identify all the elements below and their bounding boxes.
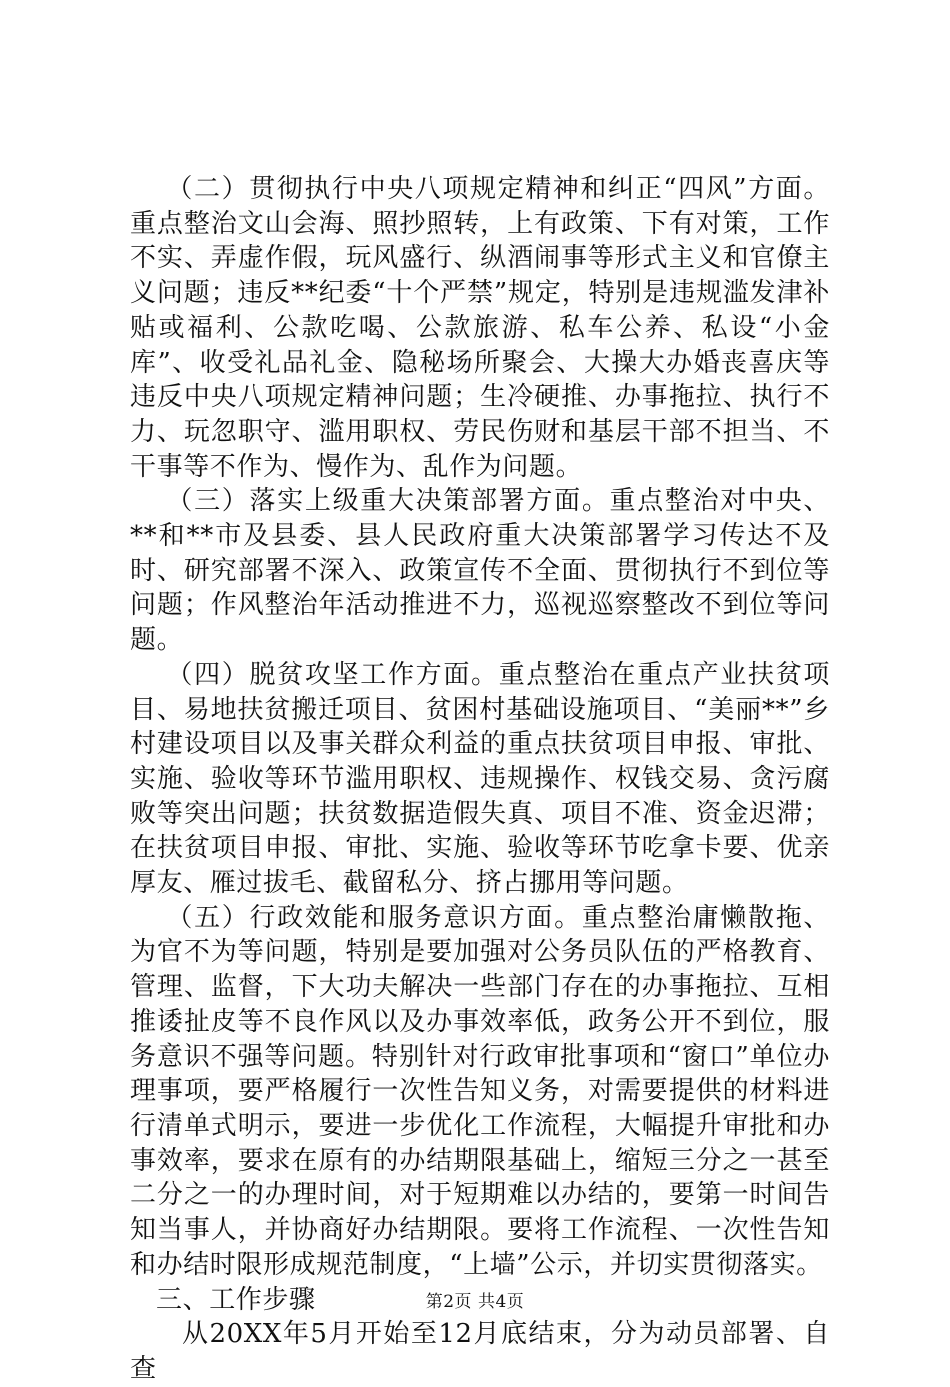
paragraph-section-4: （四）脱贫攻坚工作方面。重点整治在重点产业扶贫项目、易地扶贫搬迁项目、贫困村基础设施项目、“美丽**”乡村建设项目以及事关群众利益的重点扶贫项目申报、审批、实施、验收等环节滥用职权、违规操作、权钱交易、贪污腐败等突出问题；扶贫数据造假失真、项目不准、资金迟滞；在扶贫项目申报、审批、实施、验收等环节吃拿卡要、优亲厚友、雁过拔毛、截留私分、挤占挪用等问题。 xyxy=(130,659,830,899)
section-heading-work-steps: 三、工作步骤 xyxy=(156,1284,316,1315)
paragraph-work-steps: 从20XX年5月开始至12月底结束，分为动员部署、自查 xyxy=(130,1319,830,1384)
paragraph-section-3: （三）落实上级重大决策部署方面。重点整治对中央、**和**市及县委、县人民政府重大决策部署学习传达不及时、研究部署不深入、政策宣传不全面、贯彻执行不到位等问题；作风整治年活动推进不力，巡视巡察整改不到位等问题。 xyxy=(130,486,830,656)
paragraph-section-2: （二）贯彻执行中央八项规定精神和纠正“四风”方面。重点整治文山会海、照抄照转，上有政策、下有对策，工作不实、弄虚作假，玩风盛行、纵酒闹事等形式主义和官僚主义问题；违反**纪委“十个严禁”规定，特别是违规滥发津补贴或福利、公款吃喝、公款旅游、私车公养、私设“小金库”、收受礼品礼金、隐秘场所聚会、大操大办婚丧喜庆等违反中央八项规定精神问题；生冷硬推、办事拖拉、执行不力、玩忽职守、滥用职权、劳民伤财和基层干部不担当、不干事等不作为、慢作为、乱作为问题。 xyxy=(130,174,830,482)
document-body xyxy=(130,172,830,1387)
page-footer: 第2页 共4页 xyxy=(425,1292,525,1312)
paragraph-section-5: （五）行政效能和服务意识方面。重点整治庸懒散拖、为官不为等问题，特别是要加强对公务员队伍的严格教育、管理、监督，下大功夫解决一些部门存在的办事拖拉、互相推诿扯皮等不良作风以及办事效率低，政务公开不到位，服务意识不强等问题。特别针对行政审批事项和“窗口”单位办理事项，要严格履行一次性告知义务，对需要提供的材料进行清单式明示，要进一步优化工作流程，大幅提升审批和办事效率，要求在原有的办结期限基础上，缩短三分之一甚至二分之一的办理时间，对于短期难以办结的，要第一时间告知当事人，并协商好办结期限。要将工作流程、一次性告知和办结时限形成规范制度，“上墙”公示，并切实贯彻落实。 xyxy=(130,902,830,1280)
